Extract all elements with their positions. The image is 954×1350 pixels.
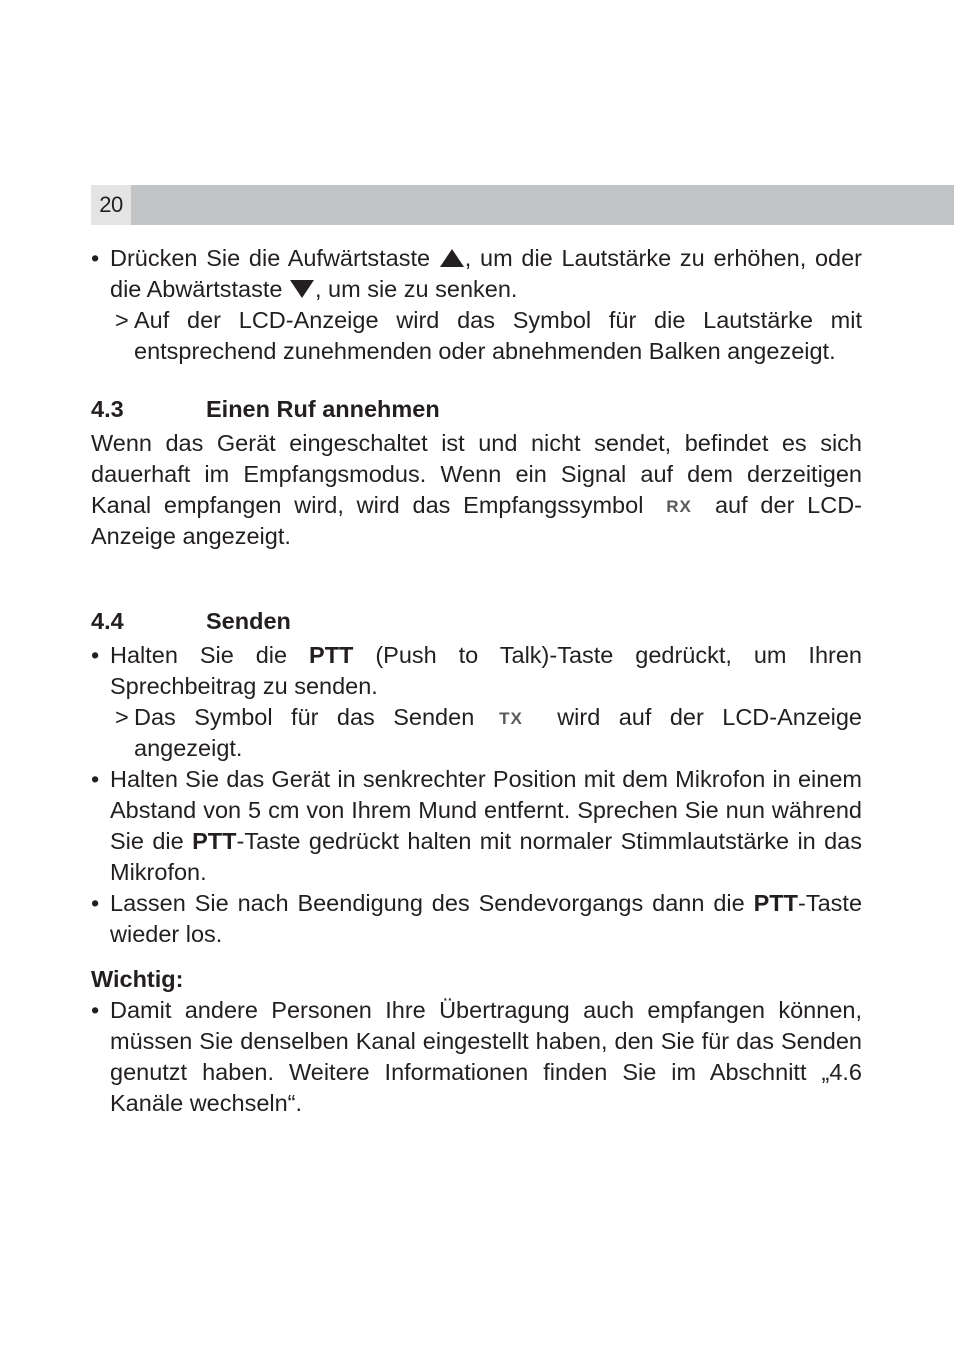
section-number: 4.4 <box>91 608 124 634</box>
result-marker: > <box>115 307 129 333</box>
transmit-1-pre: Halten Sie die <box>110 642 288 668</box>
bullet-dot: • <box>91 642 100 668</box>
page-number: 20 <box>91 185 131 225</box>
important-bullet <box>91 995 862 1119</box>
header-bar <box>91 185 954 225</box>
important-text: Damit andere Personen Ihre Übertragung auch empfangen können, müssen Sie denselben Kanal eingestellt haben, den Sie für das Senden genutzt haben. Weitere Informationen finden Sie im Abschnitt „4.6 Kanäle wechseln“. <box>110 997 862 1116</box>
transmit-bullet-1 <box>91 640 862 702</box>
receive-text-2: auf der LCD-Anzeige angezeigt. <box>91 492 863 549</box>
transmit-bullet-2 <box>91 764 862 888</box>
ptt-label: PTT <box>192 828 237 854</box>
transmit-result-post: wird auf der LCD-Anzeige angezeigt. <box>134 704 863 761</box>
volume-bullet <box>91 243 862 305</box>
section-number: 4.3 <box>91 396 124 422</box>
transmit-3-post: -Taste wieder los. <box>110 890 863 947</box>
transmit-2-pre: Halten Sie das Gerät in senkrechter Position mit dem Mikrofon in einem Abstand von 5 cm von Ihrem Mund entfernt. Sprechen Sie nun während Sie die <box>110 766 862 854</box>
receive-paragraph <box>91 428 862 552</box>
volume-text-2: , um die Lautstärke zu erhöhen, oder die Abwärtstaste <box>110 245 862 302</box>
ptt-label: PTT <box>309 642 354 668</box>
section-heading-4-3 <box>91 394 862 425</box>
volume-text-1: Drücken Sie die Aufwärtstaste <box>110 245 431 271</box>
section-heading-4-4 <box>91 606 862 637</box>
result-marker: > <box>115 704 129 730</box>
transmit-2-post: -Taste gedrückt halten mit normaler Stimmlautstärke in das Mikrofon. <box>110 828 863 885</box>
volume-result-text: Auf der LCD-Anzeige wird das Symbol für die Lautstärke mit entsprechend zunehmenden oder abnehmenden Balken angezeigt. <box>134 307 862 364</box>
receive-text-1: Wenn das Gerät eingeschaltet ist und nicht sendet, befindet es sich dauerhaft im Empfangsmodus. Wenn ein Signal auf dem derzeitigen Kanal empfangen wird, wird das Empfangssymbol <box>91 430 862 518</box>
ptt-label: PTT <box>753 890 799 916</box>
bullet-dot: • <box>91 766 100 792</box>
section-title: Senden <box>206 608 291 634</box>
rx-symbol-icon <box>656 496 702 518</box>
volume-text-3: , um sie zu senken. <box>314 276 518 302</box>
transmit-1-post: (Push to Talk)-Taste gedrückt, um Ihren Sprechbeitrag zu senden. <box>110 642 862 699</box>
transmit-result <box>91 702 862 764</box>
transmit-result-pre: Das Symbol für das Senden <box>134 704 475 730</box>
volume-result <box>91 305 862 367</box>
page-content <box>91 243 862 1119</box>
bullet-dot: • <box>91 245 100 271</box>
rx-symbol-text: RX <box>666 496 693 516</box>
transmit-3-pre: Lassen Sie nach Beendigung des Sendevorgangs dann die <box>110 890 745 916</box>
important-label: Wichtig: <box>91 966 184 992</box>
down-arrow-icon <box>289 279 315 299</box>
section-title: Einen Ruf annehmen <box>206 396 440 422</box>
tx-symbol-icon <box>493 708 539 730</box>
up-arrow-icon <box>439 248 465 268</box>
bullet-dot: • <box>91 997 100 1023</box>
transmit-bullet-3 <box>91 888 862 950</box>
bullet-dot: • <box>91 890 100 916</box>
tx-symbol-text: TX <box>498 708 523 728</box>
